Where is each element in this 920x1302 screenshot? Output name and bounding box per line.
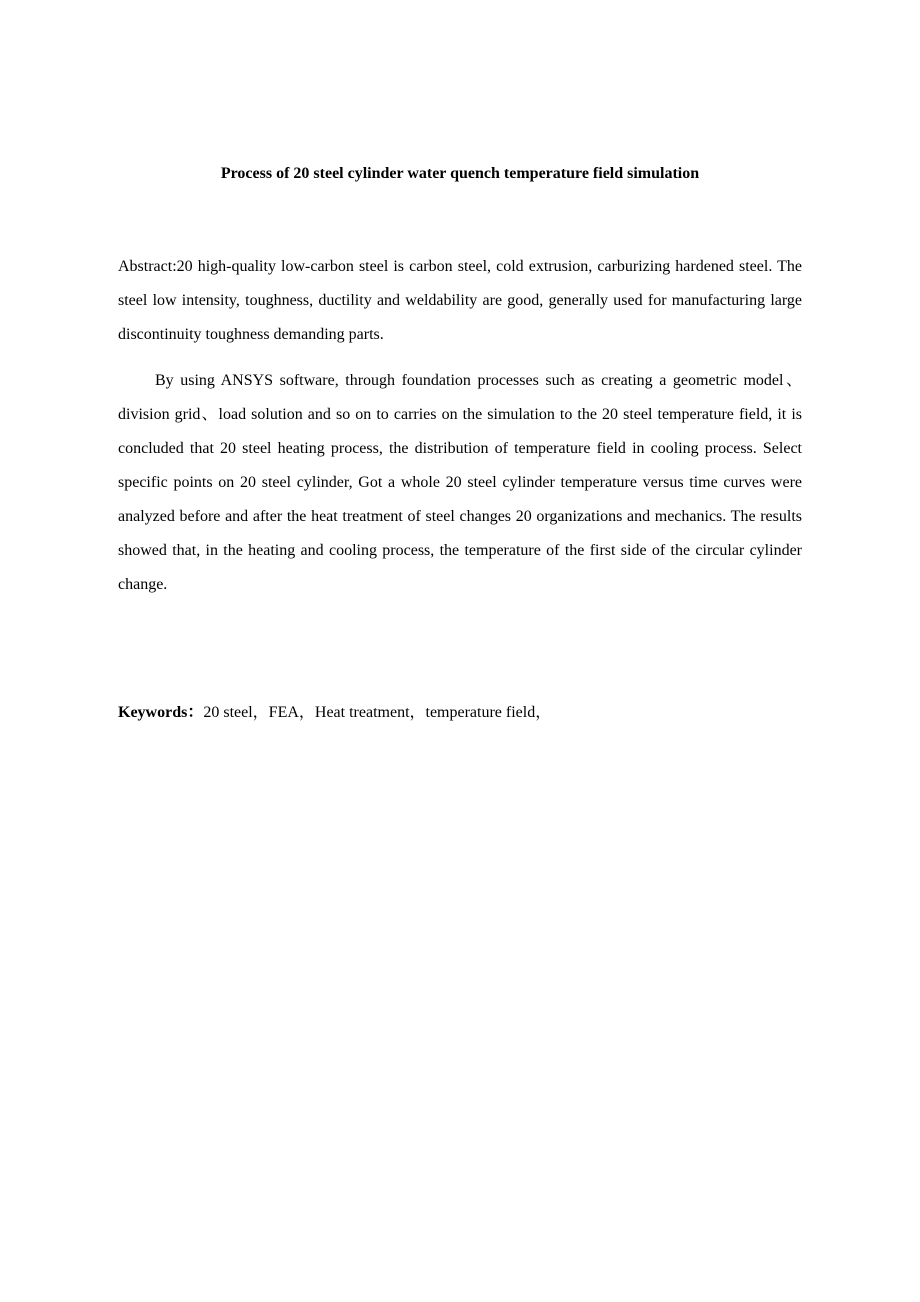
keywords-label: Keywords： [118, 704, 204, 721]
keywords-list: 20 steel，FEA，Heat treatment，temperature field， [203, 704, 552, 721]
body-paragraph: By using ANSYS software, through foundation processes such as creating a geometric model、division grid、load solution and so on to carries on the simulation to the 20 steel temperature field, it is concluded that 20 steel heating process, the distribution of temperature field in cooling process. Select specific points on 20 steel cylinder, Got a whole 20 steel cylinder temperature versus time curves were analyzed before and after the heat treatment of steel changes 20 organizations and mechanics. The results showed that, in the heating and cooling process, the temperature of the first side of the circular cylinder change. [118, 372, 802, 593]
document-title: Process of 20 steel cylinder water quench temperature field simulation [220, 165, 700, 182]
keywords-line [118, 700, 802, 726]
abstract-section [118, 250, 802, 602]
abstract-paragraph: Abstract:20 high-quality low-carbon steel is carbon steel, cold extrusion, carburizing hardened steel. The steel low intensity, toughness, ductility and weldability are good, generally used for manufacturing large discontinuity toughness demanding parts. [118, 258, 802, 343]
